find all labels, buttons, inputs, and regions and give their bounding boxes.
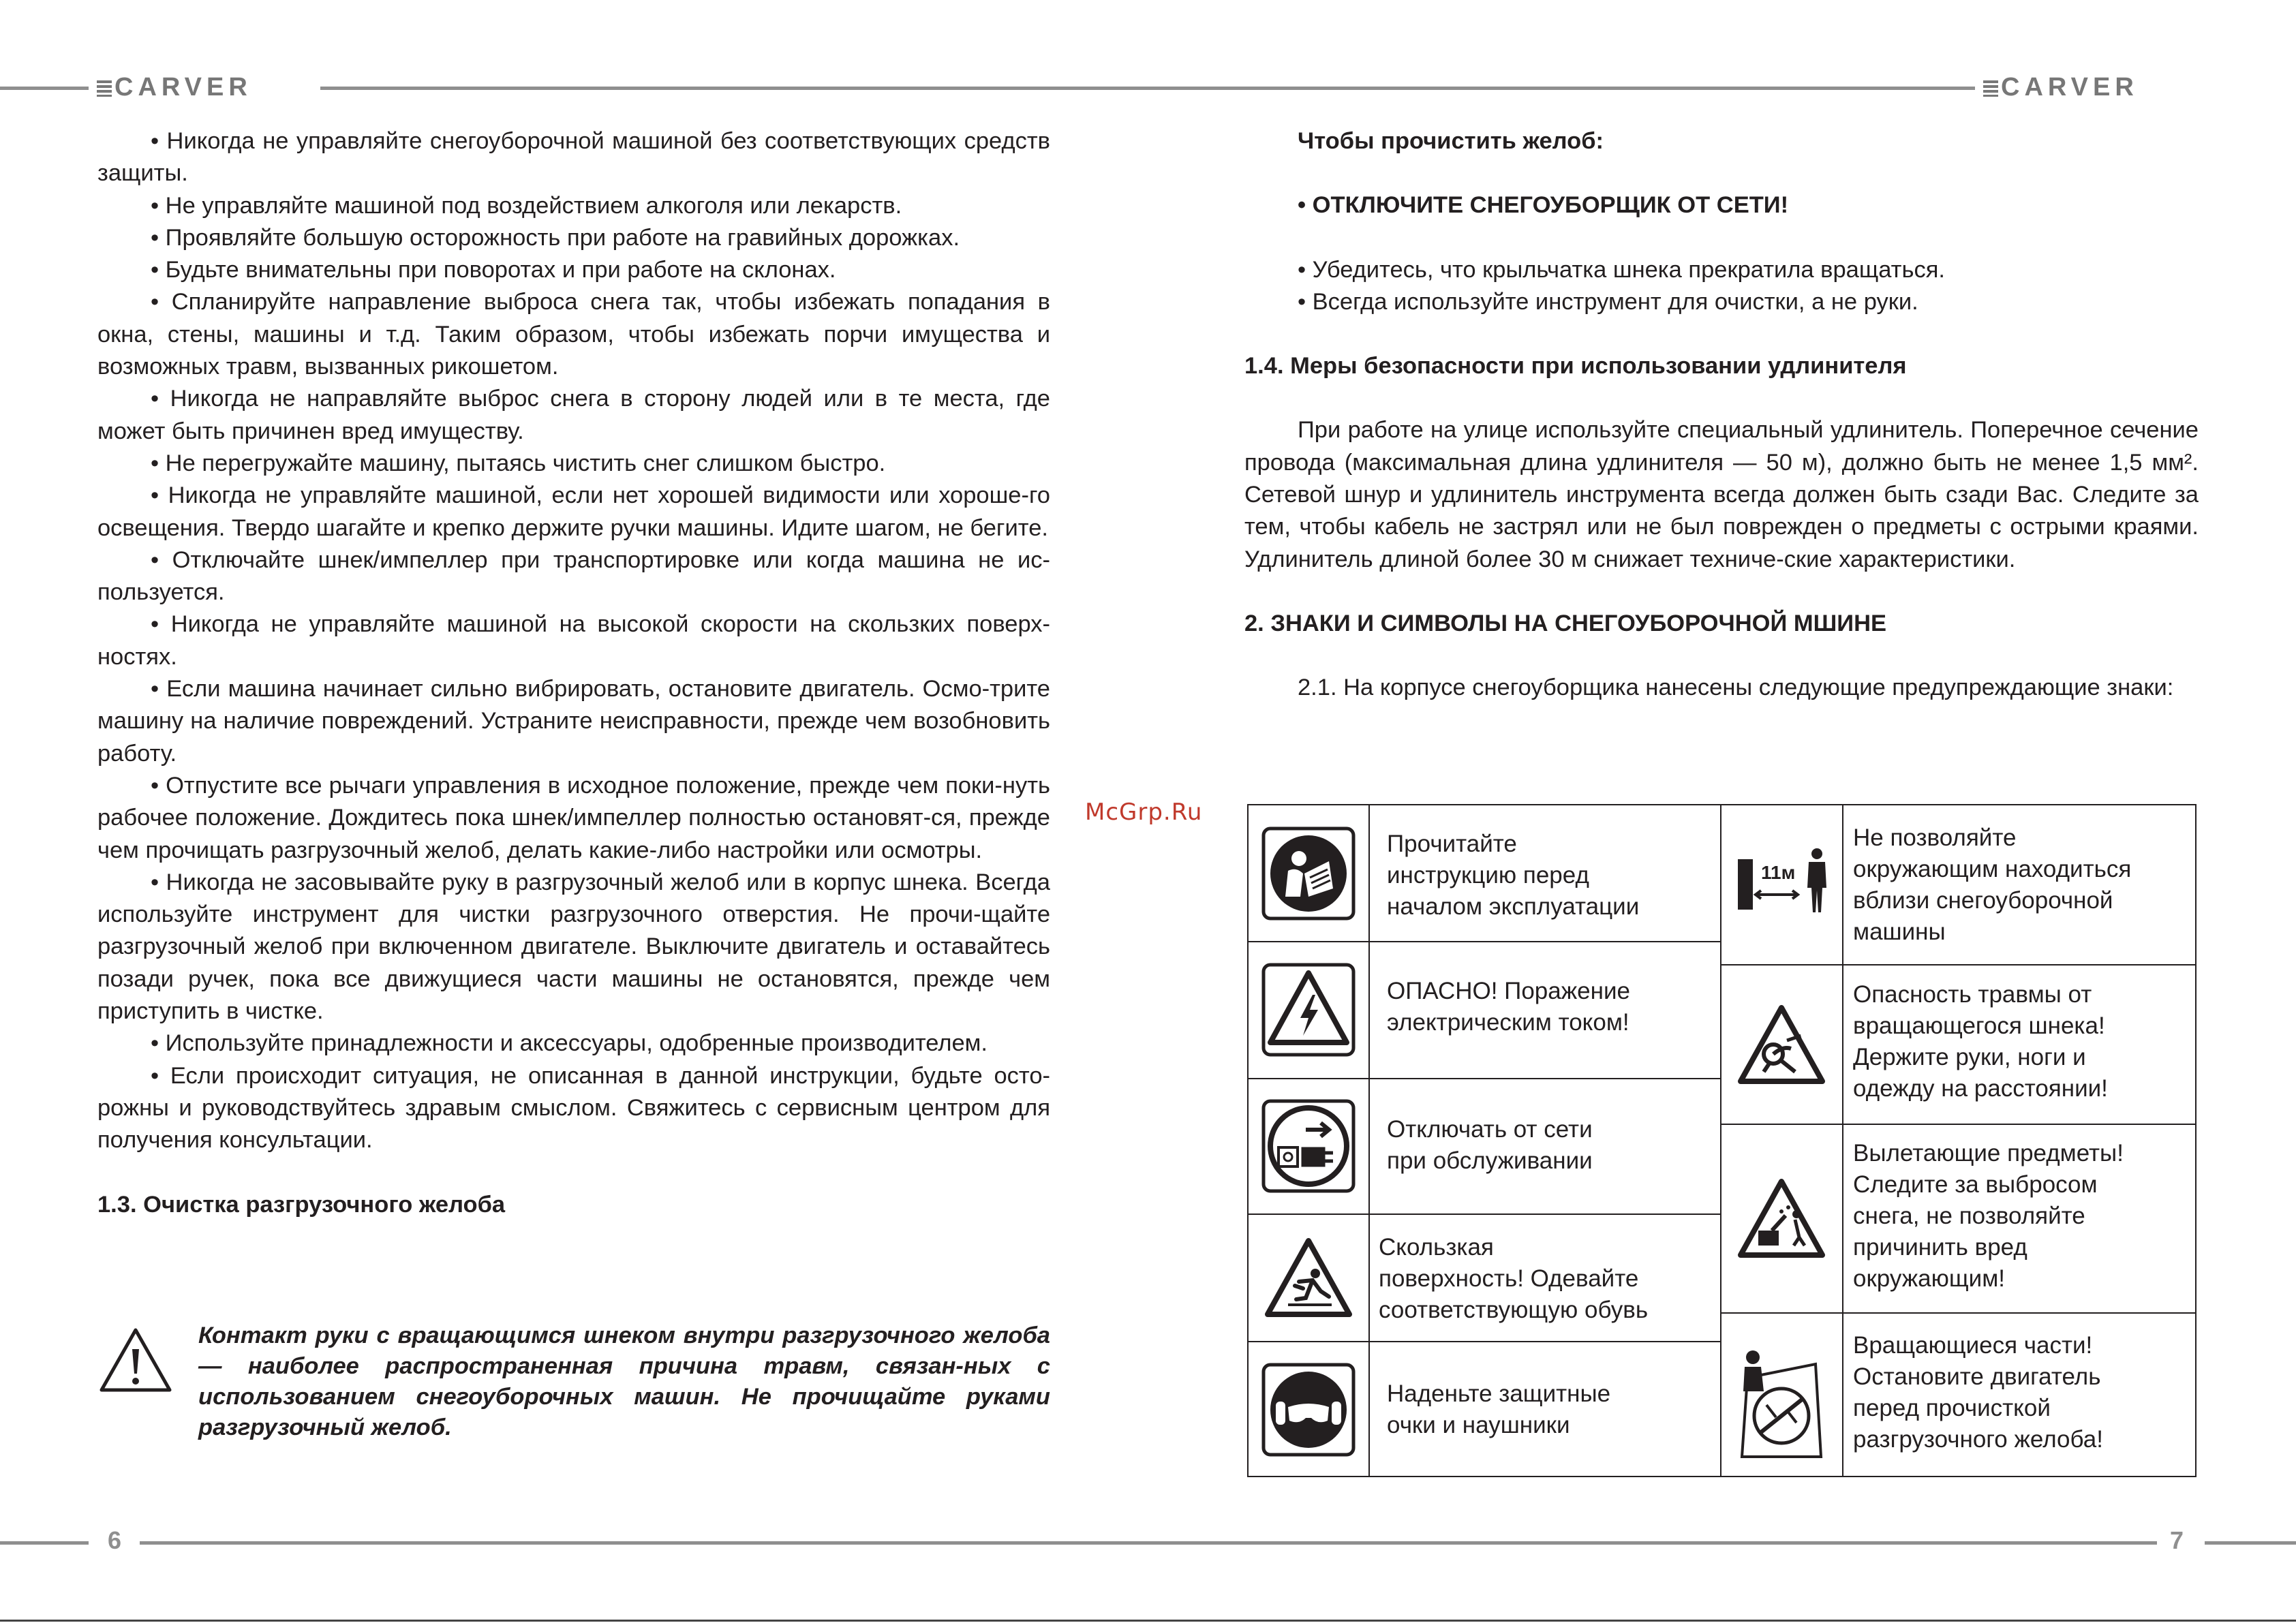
- safety-bullet: • Никогда не направляйте выброс снега в сторону людей или в те места, где может быть причинен вред имуществу.: [97, 386, 1050, 444]
- table-divider: [1720, 805, 1721, 1476]
- sign-line: разгрузочного желоба!: [1853, 1426, 2103, 1453]
- sign-text: [1853, 979, 2190, 1104]
- brand-logo-left: CARVER: [97, 74, 252, 101]
- bottom-edge-rule: [0, 1620, 2296, 1622]
- safety-bullet: • Не управляйте машиной под воздействием алкоголя или лекарств.: [151, 192, 902, 219]
- sign-line: Прочитайте: [1387, 831, 1517, 857]
- section-heading: 1.4. Меры безопасности при использовании удлинителя: [1244, 353, 1907, 380]
- brand-logo-right: CARVER: [1983, 74, 2139, 101]
- sign-text: [1387, 829, 1714, 923]
- section-heading: 2. ЗНАКИ И СИМВОЛЫ НА СНЕГОУБОРОЧНОЙ МШИНЕ: [1244, 610, 1886, 636]
- left-column: [97, 125, 1050, 1221]
- sign-text: [1853, 1330, 2190, 1455]
- header-rule-center: [320, 87, 1975, 90]
- clean-bullet: • Убедитесь, что крыльчатка шнека прекратила вращаться.: [1298, 256, 1945, 283]
- sign-line: Вращающиеся части!: [1853, 1332, 2093, 1359]
- sign-line: вблизи снегоуборочной: [1853, 887, 2113, 914]
- page-number-left: 6: [108, 1526, 122, 1554]
- read-manual-icon: [1261, 826, 1356, 921]
- signs-table: [1247, 804, 2196, 1477]
- sign-line: Отключать от сети: [1387, 1116, 1593, 1143]
- rotating-auger-icon: [1734, 998, 1829, 1094]
- safety-bullet: • Никогда не управляйте машиной, если нет хорошей видимости или хороше-го освещения. Твердо шагайте и крепко держите ручки машины. Идите шагом, не бегите.: [97, 482, 1050, 541]
- footer-rule-center: [140, 1541, 2157, 1545]
- table-divider: [1720, 964, 2195, 965]
- sign-line: началом эксплуатации: [1387, 893, 1640, 920]
- footer-rule-right: [2205, 1541, 2296, 1545]
- unplug-icon: [1261, 1098, 1356, 1194]
- sign-line: вращающегося шнека!: [1853, 1013, 2105, 1039]
- table-divider: [1249, 1078, 1720, 1079]
- safety-bullet: • Никогда не управляйте машиной на высокой скорости на скользких поверх-ностях.: [97, 611, 1050, 670]
- table-divider: [1842, 805, 1843, 1476]
- safety-bullet: • Если машина начинает сильно вибрировать, остановите двигатель. Осмо-трите машину на наличие повреждений. Устраните неисправности, прежде чем возобновить работу.: [97, 676, 1050, 767]
- sign-text: [1853, 1138, 2190, 1295]
- sign-line: соответствующую обувь: [1379, 1297, 1649, 1323]
- goggles-earmuffs-icon: [1261, 1362, 1356, 1457]
- footer-rule-left: [0, 1541, 89, 1545]
- sign-line: окружающим!: [1853, 1265, 2006, 1292]
- sign-line: Вылетающие предметы!: [1853, 1140, 2124, 1166]
- distance-label: 11м: [1761, 862, 1796, 883]
- sign-line: машины: [1853, 918, 1946, 945]
- sign-line: при обслуживании: [1387, 1147, 1593, 1174]
- table-divider: [1720, 1312, 2195, 1314]
- sign-text: [1853, 822, 2190, 948]
- safety-bullet: • Отключайте шнек/импеллер при транспортировке или когда машина не ис-пользуется.: [97, 546, 1050, 606]
- signs-intro: 2.1. На корпусе снегоуборщика нанесены следующие предупреждающие знаки:: [1298, 675, 2174, 701]
- sign-text: [1387, 1378, 1714, 1441]
- sign-line: инструкцию перед: [1387, 862, 1589, 888]
- sign-line: окружающим находиться: [1853, 856, 2132, 882]
- sign-line: ОПАСНО! Поражение: [1387, 978, 1630, 1004]
- sign-line: причинить вред: [1853, 1234, 2027, 1261]
- safety-bullet: • Никогда не управляйте снегоуборочной машиной без соответствующих средств защиты.: [97, 128, 1050, 187]
- sign-line: очки и наушники: [1387, 1412, 1570, 1438]
- sign-line: перед прочисткой: [1853, 1395, 2051, 1421]
- clean-bullet: • Всегда используйте инструмент для очистки, а не руки.: [1298, 288, 1918, 315]
- header-rule-left: [0, 87, 89, 90]
- sign-text: [1387, 976, 1714, 1038]
- sign-line: Держите руки, ноги и: [1853, 1044, 2086, 1070]
- sign-line: Скользкая: [1379, 1234, 1494, 1261]
- unplug-notice: • ОТКЛЮЧИТЕ СНЕГОУБОРЩИК ОТ СЕТИ!: [1298, 192, 1789, 219]
- sign-line: снега, не позволяйте: [1853, 1203, 2085, 1229]
- extension-paragraph: При работе на улице используйте специальный удлинитель. Поперечное сечение провода (максимальная длина удлинителя — 50 м), должно быть не менее 1,5 мм². Сетевой шнур и удлинитель инструмента всегда должен быть сзади Вас. Следите за тем, чтобы кабель не застрял или не был поврежден о предметы с острыми краями. Удлинитель длиной более 30 м снижает техниче-ские характеристики.: [1244, 417, 2199, 572]
- sign-line: поверхность! Одевайте: [1379, 1265, 1639, 1292]
- section-heading: 1.3. Очистка разгрузочного желоба: [97, 1191, 506, 1218]
- sign-text: [1387, 1114, 1714, 1177]
- sign-line: Не позволяйте: [1853, 824, 2017, 851]
- warning-text: Контакт руки с вращающимся шнеком внутри разгрузочного желоба — наиболее распространенная причина травм, связан-ных с использованием снегоуборочных машин. Не прочищайте руками разгрузочный желоб.: [198, 1323, 1050, 1440]
- warning-triangle-icon: [97, 1326, 174, 1394]
- sign-line: электрическим током!: [1387, 1009, 1629, 1036]
- watermark: McGrp.Ru: [1085, 799, 1203, 826]
- safety-bullet: • Не перегружайте машину, пытаясь чистить снег слишком быстро.: [151, 450, 886, 476]
- page-number-right: 7: [2170, 1526, 2184, 1554]
- table-divider: [1368, 805, 1370, 1476]
- slippery-surface-icon: [1261, 1231, 1356, 1327]
- rotating-parts-icon: [1734, 1337, 1829, 1473]
- electric-shock-icon: [1261, 962, 1356, 1057]
- safety-bullet: • Проявляйте большую осторожность при работе на гравийных дорожках.: [151, 224, 960, 251]
- table-divider: [1249, 1341, 1720, 1342]
- sign-line: Следите за выбросом: [1853, 1171, 2098, 1198]
- table-divider: [1720, 1124, 2195, 1125]
- safety-bullet: • Спланируйте направление выброса снега так, чтобы избежать попадания в окна, стены, машины и т.д. Таким образом, чтобы избежать порчи имущества и возможных травм, вызванных рикошетом.: [97, 289, 1050, 380]
- table-divider: [1249, 941, 1720, 942]
- brand-mark-icon: [97, 80, 112, 97]
- sign-line: Остановите двигатель: [1853, 1363, 2101, 1390]
- sign-line: Опасность травмы от: [1853, 981, 2092, 1008]
- safety-bullet: • Никогда не засовывайте руку в разгрузочный желоб или в корпус шнека. Всегда используйте инструмент для чистки разгрузочного отверстия. Не прочи-щайте разгрузочный желоб при включенном двигателе. Выключите двигатель и оставайтесь позади ручек, пока все движущиеся части машины не остановятся, прежде чем приступить в чистке.: [97, 869, 1050, 1025]
- safety-bullet: • Будьте внимательны при поворотах и при работе на склонах.: [151, 257, 836, 283]
- table-divider: [1249, 1214, 1720, 1215]
- safety-bullet: • Используйте принадлежности и аксессуары, одобренные производителем.: [151, 1030, 988, 1057]
- right-column: [1244, 125, 2199, 705]
- safety-bullet: • Отпустите все рычаги управления в исходное положение, прежде чем поки-нуть рабочее положение. Дождитесь пока шнек/импеллер полностью остановят-ся, прежде чем прочищать разгрузочный желоб, делать какие-либо настройки или осмотры.: [97, 772, 1050, 863]
- brand-mark-icon: [1983, 80, 1998, 97]
- sign-text: [1379, 1232, 1716, 1326]
- clean-heading: Чтобы прочистить желоб:: [1298, 128, 1604, 154]
- sign-line: одежду на расстоянии!: [1853, 1075, 2108, 1102]
- flying-objects-icon: [1734, 1172, 1829, 1267]
- safety-bullet: • Если происходит ситуация, не описанная в данной инструкции, будьте осто-рожны и руководствуйтесь здравым смыслом. Свяжитесь с сервисным центром для получения консультации.: [97, 1062, 1050, 1154]
- sign-line: Наденьте защитные: [1387, 1380, 1611, 1407]
